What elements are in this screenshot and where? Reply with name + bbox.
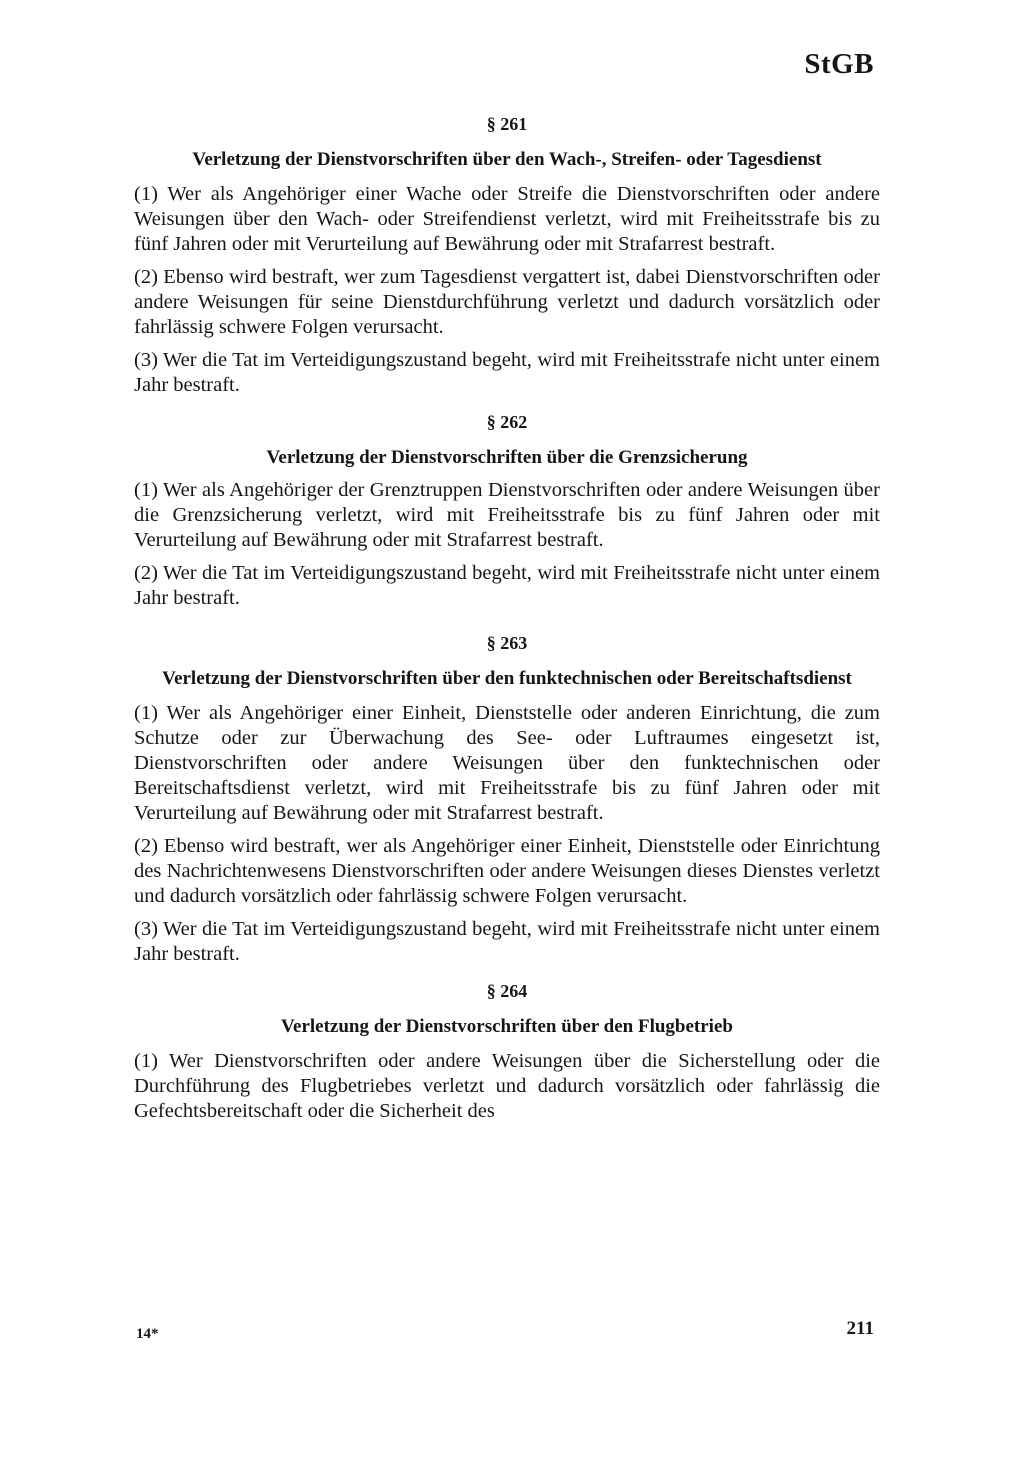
section-title: Verletzung der Dienstvorschriften über den funktechnischen oder Bereitschaftsdienst <box>162 668 852 689</box>
paragraph: (3) Wer die Tat im Verteidigungszustand begeht, wird mit Freiheitsstrafe nicht unter einem Jahr bestraft. <box>134 918 880 965</box>
page-content <box>134 114 880 1138</box>
section-paragraphs <box>134 478 880 611</box>
section-paragraphs <box>134 1049 880 1124</box>
paragraph: (1) Wer als Angehöriger einer Wache oder Streife die Dienstvorschriften oder andere Weisungen über den Wach- oder Streifendienst verletzt, wird mit Freiheitsstrafe bis zu fünf Jahren oder mit Verurteilung auf Bewährung oder mit Strafarrest bestraft. <box>134 183 880 255</box>
section-title: Verletzung der Dienstvorschriften über die Grenzsicherung <box>266 447 748 468</box>
section-title: Verletzung der Dienstvorschriften über den Flugbetrieb <box>281 1016 733 1037</box>
section-number: § 263 <box>486 633 528 653</box>
running-header-code: StGB <box>804 48 874 80</box>
section-262 <box>134 412 880 611</box>
section-paragraphs <box>134 182 880 398</box>
section-number: § 264 <box>486 981 528 1001</box>
paragraph: (2) Ebenso wird bestraft, wer zum Tagesdienst vergattert ist, dabei Dienstvorschriften oder andere Weisungen für seine Dienstdurchführung verletzt und dadurch vorsätzlich oder fahrlässig schwere Folgen verursacht. <box>134 266 880 338</box>
section-263 <box>134 633 880 967</box>
paragraph: (3) Wer die Tat im Verteidigungszustand begeht, wird mit Freiheitsstrafe nicht unter einem Jahr bestraft. <box>134 349 880 396</box>
paragraph: (1) Wer Dienstvorschriften oder andere Weisungen über die Sicherstellung oder die Durchführung des Flugbetriebes verletzt und dadurch vorsätzlich oder fahrlässig die Gefechtsbereitschaft oder die Sicherheit des <box>134 1050 880 1122</box>
section-264 <box>134 981 880 1124</box>
paragraph: (2) Ebenso wird bestraft, wer als Angehöriger einer Einheit, Dienststelle oder Einrichtung des Nachrichtenwesens Dienstvorschriften oder andere Weisungen dieses Dienstes verletzt und dadurch vorsätzlich oder fahrlässig schwere Folgen verursacht. <box>134 835 880 907</box>
section-title: Verletzung der Dienstvorschriften über den Wach-, Streifen- oder Tagesdienst <box>192 149 822 170</box>
printer-signature-mark: 14* <box>136 1326 159 1342</box>
paragraph: (1) Wer als Angehöriger einer Einheit, Dienststelle oder anderen Einrichtung, die zum Schutze oder zur Überwachung des See- oder Luftraumes eingesetzt ist, Dienstvorschriften oder andere Weisungen über den funktechnischen oder Bereitschaftsdienst verletzt, wird mit Freiheitsstrafe bis zu fünf Jahren oder mit Verurteilung auf Bewährung oder mit Strafarrest bestraft. <box>134 702 880 824</box>
section-paragraphs <box>134 701 880 967</box>
paragraph: (1) Wer als Angehöriger der Grenztruppen Dienstvorschriften oder andere Weisungen über die Grenzsicherung verletzt, wird mit Freiheitsstrafe bis zu fünf Jahren oder mit Verurteilung auf Bewährung oder mit Strafarrest bestraft. <box>134 479 880 551</box>
page-number: 211 <box>846 1318 874 1339</box>
paragraph: (2) Wer die Tat im Verteidigungszustand begeht, wird mit Freiheitsstrafe nicht unter einem Jahr bestraft. <box>134 562 880 609</box>
section-261 <box>134 114 880 398</box>
section-number: § 262 <box>486 412 528 432</box>
section-number: § 261 <box>486 114 528 134</box>
